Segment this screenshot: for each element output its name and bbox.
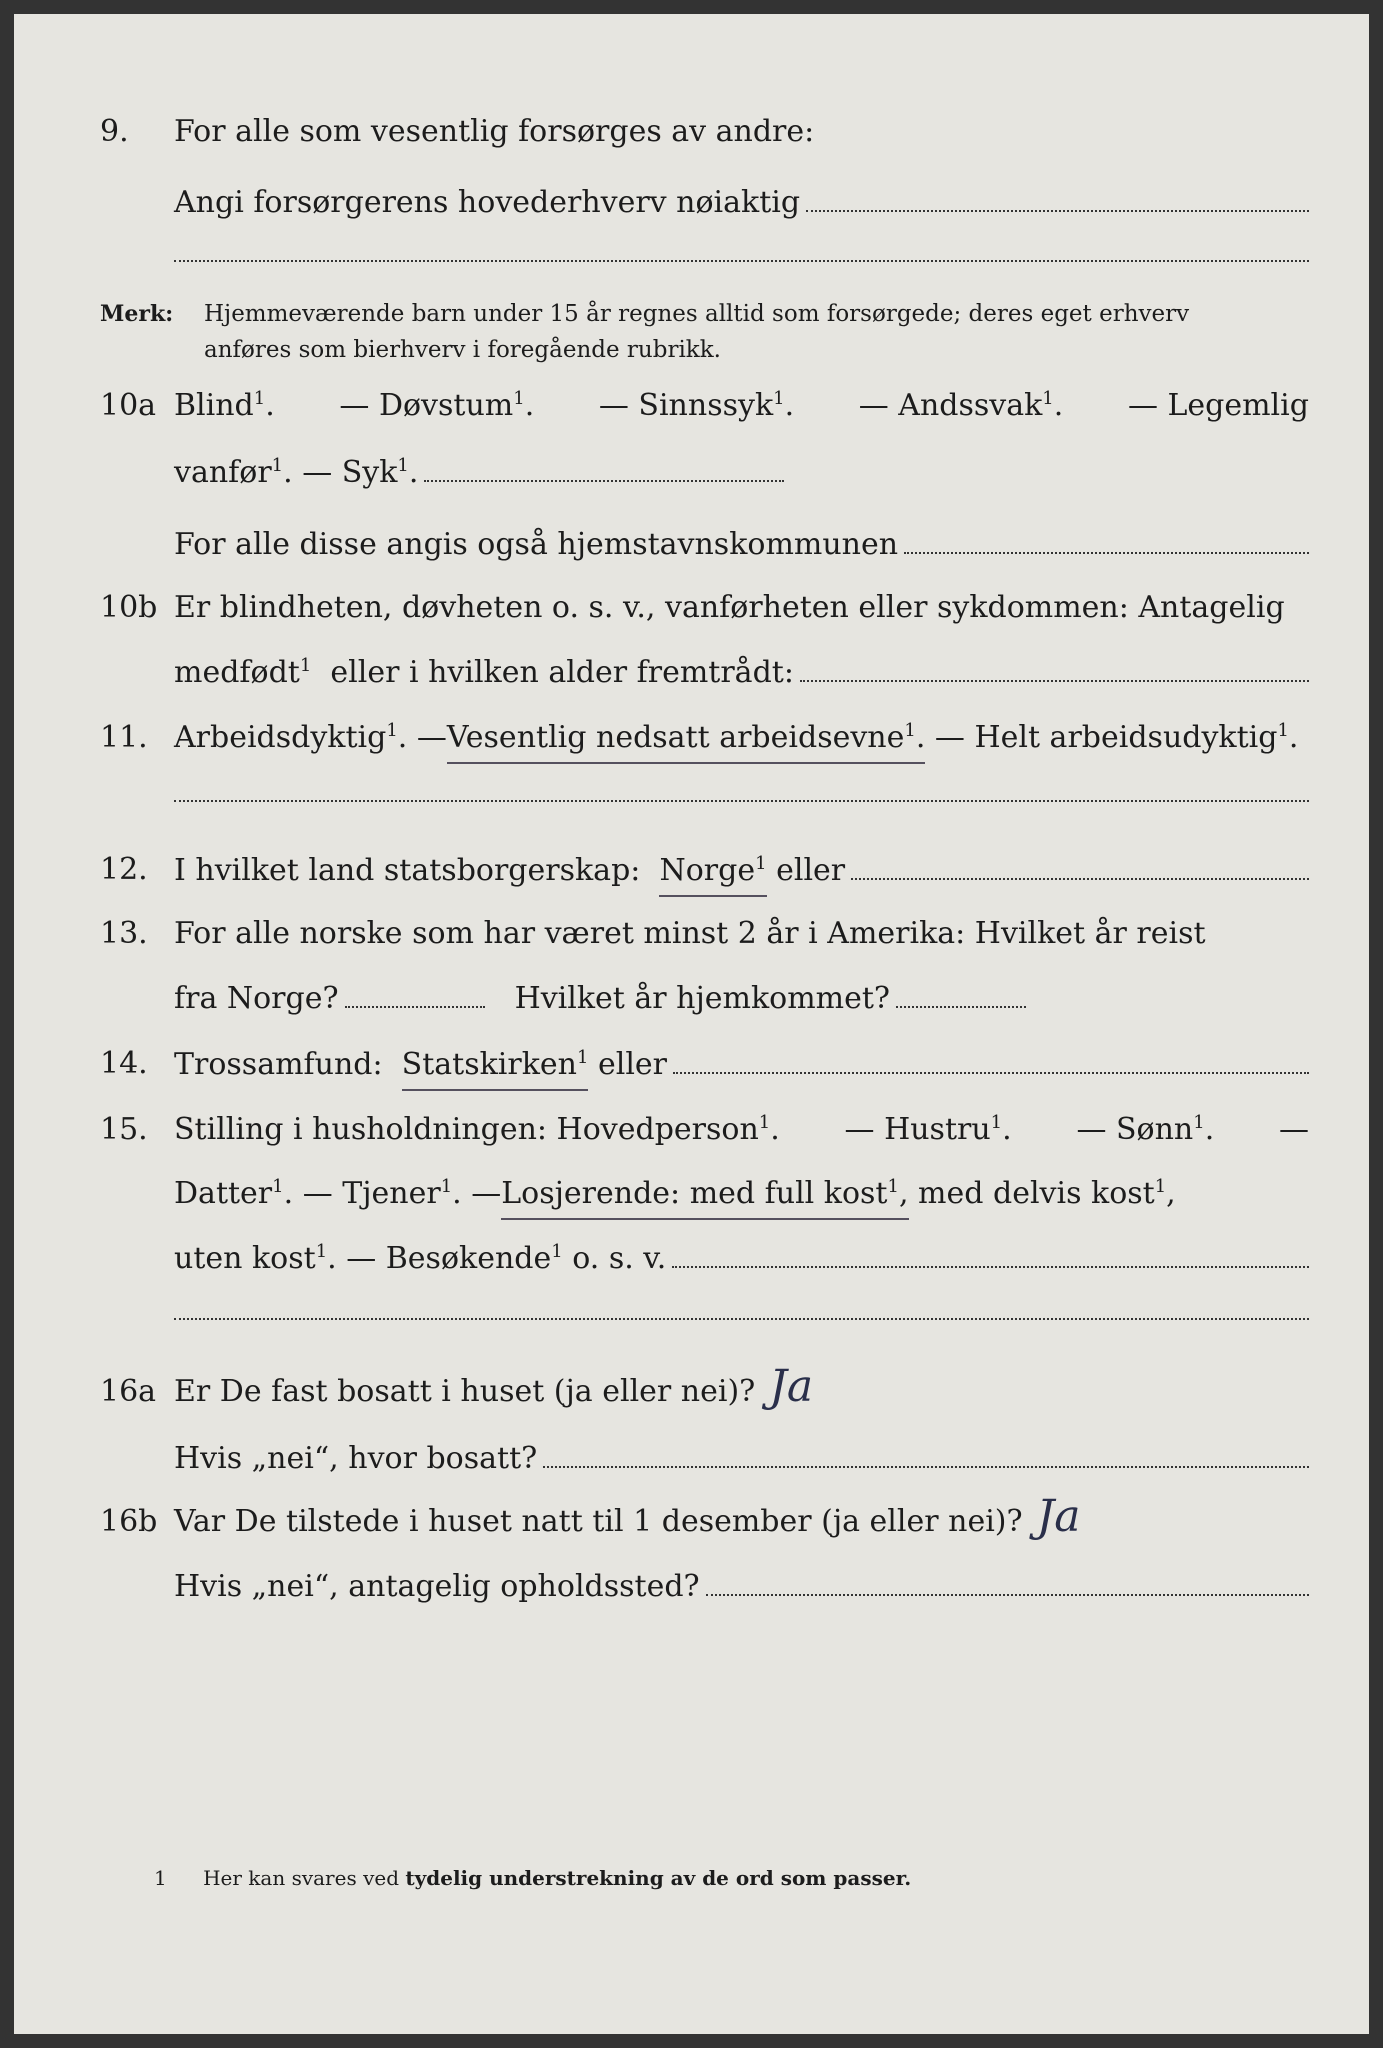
question-14: 14. Trossamfund: Statskirken$^1$ eller [14,1042,1369,1086]
question-text: For alle som vesentlig forsørges av andre: [174,114,815,149]
question-number: 12. [100,852,148,887]
option-hustru: — Hustru$^1$. [844,1112,1012,1147]
question-16b-line-2 [14,1564,1369,1608]
question-text: Trossamfund: [174,1047,383,1082]
option-sonn: — Sønn$^1$. [1076,1112,1215,1147]
question-text: Er blindheten, døvheten o. s. v., vanførheten eller sykdommen: Antagelig [174,590,1285,625]
answer-field[interactable] [672,1236,1309,1268]
question-10a [14,384,1369,428]
question-number: 16a [100,1374,157,1409]
option-vesentlig-nedsatt-underlined: Vesentlig nedsatt arbeidsevne$^1$. [447,716,926,764]
note-text-line-2: anføres som bierhverv i foregående rubrikk. [204,337,721,363]
option-datter: Datter$^1$. [174,1176,303,1211]
answer-field[interactable] [904,522,1309,554]
answer-line[interactable] [174,800,1309,802]
question-number: 15. [100,1112,148,1147]
question-10b [14,586,1369,630]
answer-field[interactable] [851,848,1309,880]
answer-field-reist[interactable] [345,976,485,1008]
answer-field[interactable] [806,180,1309,212]
question-13 [14,912,1369,956]
question-16a [14,1361,1369,1414]
option-losjerende-full-kost-underlined: Losjerende: med full kost$^1$, [501,1172,908,1220]
question-number: 13. [100,916,148,951]
option-vanfor: vanfør$^1$. [174,455,303,490]
option-arbeidsdyktig: Arbeidsdyktig$^1$. [174,720,417,755]
option-andssvak: — Andssvak$^1$. [858,388,1064,423]
answer-line[interactable] [174,1318,1309,1320]
option-legemlig: — Legemlig [1127,388,1309,423]
question-15: 15. Stilling i husholdningen: Hovedperson$^1$. — Hustru$^1$. — Sønn$^1$. — [14,1108,1369,1152]
question-9-line-2 [14,180,1369,224]
option-norge-underlined: Norge$^1$ [659,849,766,897]
question-text: Er De fast bosatt i huset (ja eller nei)? [174,1374,756,1409]
question-13-line-2 [14,976,1369,1020]
handwritten-answer: Ja [1036,1491,1081,1542]
question-number: 16b [100,1504,158,1539]
census-form-page [14,14,1369,2034]
question-text: fra Norge? [174,981,339,1016]
option-syk: — Syk$^1$. [302,455,419,490]
option-helt-arbeidsudyktig: — Helt arbeidsudyktig$^1$. [934,720,1299,755]
question-text: For alle norske som har været minst 2 år i Amerika: Hvilket år reist [174,916,1206,951]
footnote-text: Her kan svares ved [203,1866,400,1890]
answer-field[interactable] [543,1436,1309,1468]
question-16b [14,1491,1369,1544]
option-tjener: — Tjener$^1$. [302,1176,472,1211]
question-10a-line-2 [14,450,1369,494]
question-text: Angi forsørgerens hovederhverv nøiaktig [174,185,801,220]
question-number: 14. [100,1046,148,1081]
question-10b-line-2 [14,650,1369,694]
handwritten-answer: Ja [769,1361,814,1412]
question-text: For alle disse angis også hjemstavnskommunen [174,527,899,562]
question-10a-line-3 [14,522,1369,566]
question-number: 11. [100,720,148,755]
question-number: 10b [100,590,158,625]
note-label: Merk: [100,301,174,327]
option-dovstum: — Døvstum$^1$. [339,388,535,423]
answer-field[interactable] [800,650,1309,682]
answer-line[interactable] [174,260,1309,262]
answer-field-hjemkommet[interactable] [896,976,1026,1008]
question-text: Hvis „nei“, antagelig opholdssted? [174,1569,700,1604]
option-sinnssyk: — Sinnssyk$^1$. [598,388,795,423]
question-number: 10a [100,388,157,423]
footnote-text-bold: tydelig understrekning av de ord som passer. [405,1866,912,1890]
question-text: Hvilket år hjemkommet? [514,981,891,1016]
question-12: 12. I hvilket land statsborgerskap: Norge$^1$ eller [14,848,1369,892]
answer-field[interactable] [706,1564,1309,1596]
question-15-line-3: uten kost$^1$. — Besøkende$^1$ o. s. v. [14,1236,1369,1280]
question-11: 11. Arbeidsdyktig$^1$. — Vesentlig nedsatt arbeidsevne$^1$. — Helt arbeidsudyktig$^1$. [14,716,1369,760]
footnote [154,1866,911,1890]
question-text: I hvilket land statsborgerskap: [174,853,641,888]
answer-field[interactable] [673,1042,1309,1074]
option-statskirken-underlined: Statskirken$^1$ [402,1043,589,1091]
question-16a-line-2 [14,1436,1369,1480]
option-blind: Blind$^1$. [174,388,275,423]
question-9 [14,110,1369,154]
note-text-line-1: Hjemmeværende barn under 15 år regnes alltid som forsørgede; deres eget erhverv [204,301,1190,327]
footnote-mark: 1 [154,1866,167,1890]
question-number: 9. [100,114,129,149]
option-medfodt: medfødt$^1$ [174,655,312,690]
question-15-line-2: Datter$^1$. — Tjener$^1$. — Losjerende: med full kost$^1$, med delvis kost$^1$, [14,1172,1369,1216]
question-text: Var De tilstede i huset natt til 1 desember (ja eller nei)? [174,1504,1023,1539]
option-delvis-kost: med delvis kost$^1$, [918,1176,1176,1211]
question-text: eller i hvilken alder fremtrådt: [330,655,794,690]
question-text: Hvis „nei“, hvor bosatt? [174,1441,538,1476]
option-besokende: — Besøkende$^1$ [346,1241,563,1276]
option-hovedperson: Stilling i husholdningen: Hovedperson$^1$. [174,1112,780,1147]
option-uten-kost: uten kost$^1$. [174,1241,347,1276]
answer-field[interactable] [424,450,784,482]
